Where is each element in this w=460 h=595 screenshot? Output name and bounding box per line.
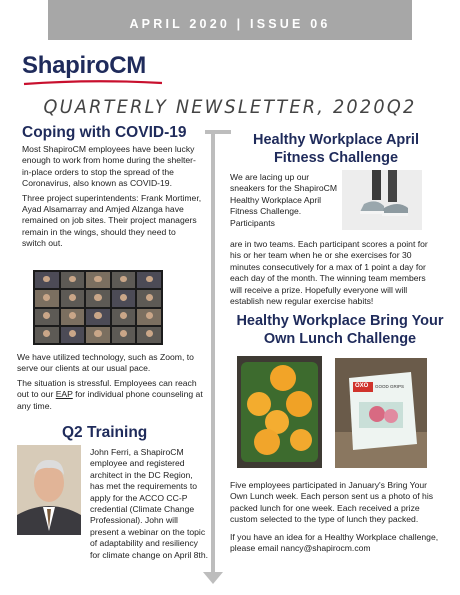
training-heading: Q2 Training [62,424,148,441]
covid-heading: Coping with COVID-19 [22,124,187,141]
oxo-brand-label: OXO [355,383,369,389]
covid-paragraph: Most ShapiroCM employees have been lucky enough to work from home during the shelter-in-place orders to stop the spread of the Coronavirus, also known as COVID-19. [22,144,196,189]
covid-body [22,144,202,253]
zoom-tile [112,309,136,325]
zoom-tile [112,272,136,288]
sneakers-photo [342,170,422,230]
zoom-tile [61,290,85,306]
covid-paragraph: We have utilized technology, such as Zoom, to serve our clients at our usual pace. [17,352,194,374]
lunch-container-photo [335,358,427,468]
lunch-paragraph: Five employees participated in January's Bring Your Own Lunch week. Each person sent us a photo of his packed lunch for one week. Each received a prize custom selected to the type of lunch they packed. [230,480,434,525]
zoom-tile [86,272,110,288]
zoom-tile [137,309,161,325]
zoom-tile [112,327,136,343]
covid-paragraph: Three project superintendents: Frank Mortimer, Ayad Alsamarray and Amjed Alzanga have remained on job sites. Their project managers remain in the wings, should they need to switch out. [22,192,202,249]
newsletter-title: QUARTERLY NEWSLETTER, 2020Q2 [43,96,417,118]
zoom-tile [61,272,85,288]
zoom-tile [112,290,136,306]
fitness-body: are in two teams. Each participant scores a point for his or her team when he or she exercises for 30 minutes consecutively for a max of 1 point a day for each day of the month. The winning team members will receive a prize. Hopefully everyone will will establish new regular exercise habits! [230,239,428,307]
logo-swoosh [22,80,182,86]
zoom-tile [35,327,59,343]
zoom-tile [137,327,161,343]
zoom-tile [86,290,110,306]
zoom-meeting-photo [33,270,163,345]
zoom-tile [86,309,110,325]
john-ferri-photo [17,445,81,535]
covid-body-continued [17,352,207,415]
zoom-tile [86,327,110,343]
lunch-paragraph: If you have an idea for a Healthy Workplace challenge, please email nancy@shapirocm.com [230,531,439,554]
oxo-product-label: GOOD GRIPS [375,384,405,389]
issue-bar: APRIL 2020 | ISSUE 06 [48,0,412,40]
logo-wordmark: ShapiroCM [22,52,146,79]
eap-link[interactable]: EAP [55,389,73,400]
zoom-tile [35,309,59,325]
column-divider [211,130,215,578]
covid-paragraph: The situation is stressful. Employees can reach out to our EAP for individual phone counseling at any time. [17,377,203,411]
zoom-tile [137,272,161,288]
zoom-tile [61,309,85,325]
training-body: John Ferri, a ShapiroCM employee and registered architect in the DC Region, has met the requirements to apply for the ACCO CC-P credential (Climate Change Professional). John will present a webinar on the topic of adaptability and resiliency for climate change on April 8th. [90,447,208,560]
divider-arrow-icon [203,572,223,584]
company-logo [22,52,182,86]
zoom-tile [137,290,161,306]
lunch-body [230,480,440,557]
fitness-heading: Healthy Workplace April Fitness Challenge [253,132,419,166]
lunch-heading: Healthy Workplace Bring Your Own Lunch Challenge [236,313,444,347]
zoom-tile [61,327,85,343]
fitness-intro: We are lacing up our sneakers for the ShapiroCM Healthy Workplace April Fitness Challenge. Participants [230,172,337,228]
lunch-salad-photo [237,356,322,468]
zoom-tile [35,272,59,288]
zoom-tile [35,290,59,306]
